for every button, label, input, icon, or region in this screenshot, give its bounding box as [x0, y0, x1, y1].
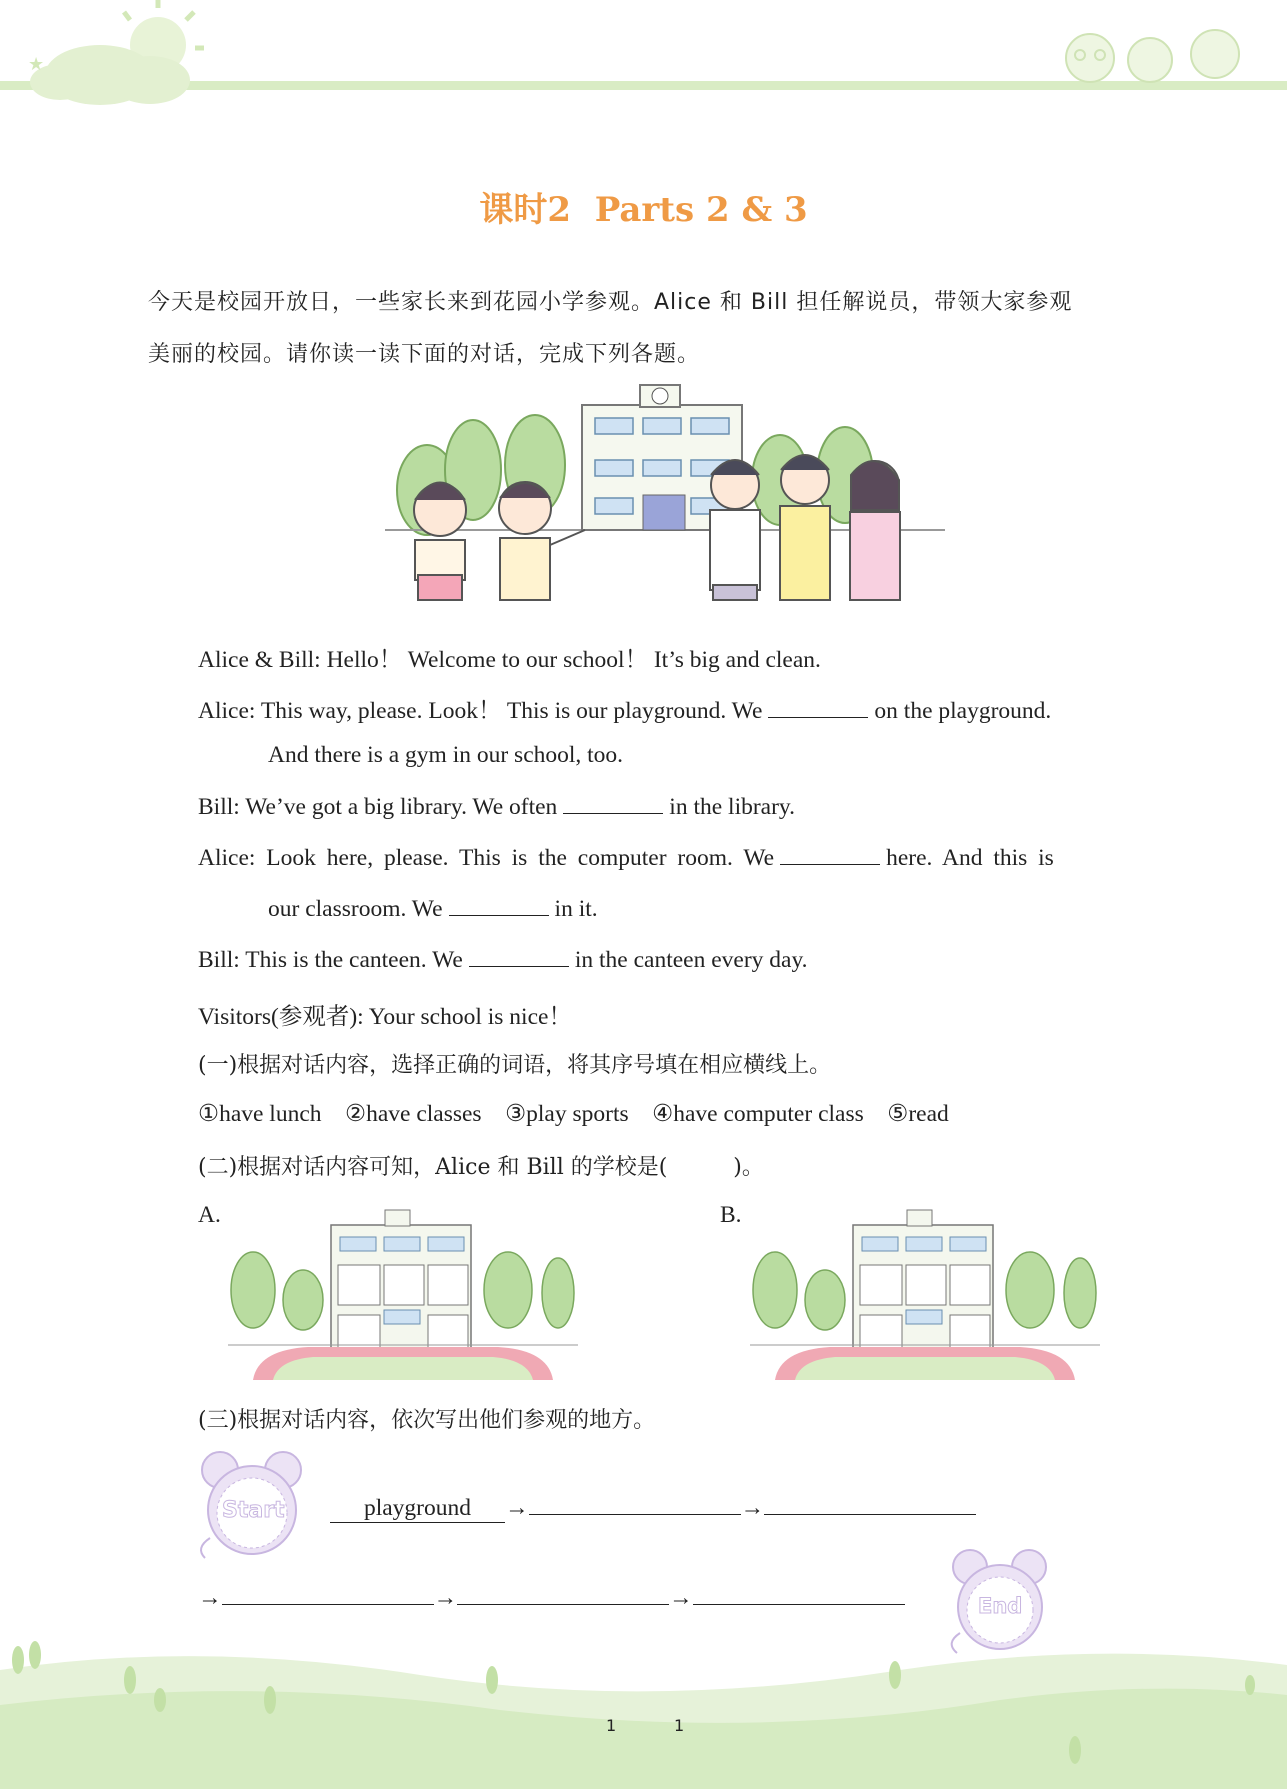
- option-5: ⑤read: [887, 1101, 949, 1127]
- school-option-b-image: [750, 1205, 1100, 1380]
- footer-hills-decoration: [0, 1630, 1287, 1789]
- svg-text:★: ★: [28, 54, 45, 75]
- dialogue-line-7: Bill: This is the canteen. We in the canteen every day.: [198, 947, 808, 973]
- dialogue-line-4: Bill: We’ve got a big library. We often in the library.: [198, 794, 796, 820]
- option-b-label[interactable]: B.: [720, 1202, 742, 1228]
- end-label: End: [978, 1594, 1023, 1618]
- answer-blank-4[interactable]: [449, 895, 549, 916]
- route-line-2: → → →: [198, 1582, 905, 1612]
- route-answer-playground: playground: [330, 1495, 505, 1523]
- dialogue-line-5: Alice: Look here, please. This is the computer room. We here. And this is: [198, 845, 1054, 871]
- animal-faces-icon: [1066, 30, 1239, 82]
- dialogue-line-1: Alice & Bill: Hello！ Welcome to our school！ It’s big and clean.: [198, 647, 821, 673]
- intro-line-1: 今天是校园开放日，一些家长来到花园小学参观。Alice 和 Bill 担任解说员，带领大家参观: [148, 290, 1073, 315]
- q2-prompt: (二)根据对话内容可知，Alice 和 Bill 的学校是( )。: [198, 1155, 764, 1180]
- page-title: 课时2 Parts 2 & 3: [479, 190, 808, 230]
- answer-blank-1[interactable]: [768, 697, 868, 718]
- route-blank-1[interactable]: [529, 1492, 741, 1515]
- route-blank-2[interactable]: [764, 1492, 976, 1515]
- option-2: ②have classes: [345, 1101, 482, 1127]
- intro-line-2: 美丽的校园。请你读一读下面的对话，完成下列各题。: [148, 342, 701, 367]
- dialogue-line-8: Visitors(参观者): Your school is nice！: [198, 1004, 572, 1030]
- dialogue-line-2: Alice: This way, please. Look！ This is our playground. We on the playground.: [198, 698, 1052, 724]
- school-visit-illustration: [385, 380, 945, 605]
- start-label: Start: [222, 1498, 285, 1523]
- school-option-a-image: [228, 1205, 578, 1380]
- route-blank-5[interactable]: [693, 1582, 905, 1605]
- dialogue-line-3: And there is a gym in our school, too.: [268, 742, 624, 768]
- route-blank-3[interactable]: [222, 1582, 434, 1605]
- answer-blank-3[interactable]: [780, 844, 880, 865]
- header-decoration: [0, 0, 1287, 120]
- sun-cloud-icon: [28, 0, 204, 105]
- page-number-right: 1: [674, 1716, 685, 1735]
- dialogue-line-6: our classroom. We in it.: [268, 896, 598, 922]
- answer-blank-5[interactable]: [469, 946, 569, 967]
- option-a-label[interactable]: A.: [198, 1202, 221, 1228]
- answer-blank-2[interactable]: [563, 793, 663, 814]
- q1-options: [198, 1099, 949, 1128]
- route-blank-4[interactable]: [457, 1582, 669, 1605]
- option-3: ③play sports: [505, 1101, 629, 1127]
- q3-prompt: (三)根据对话内容，依次写出他们参观的地方。: [198, 1408, 656, 1433]
- page-number-left: 1: [606, 1716, 617, 1735]
- option-1: ①have lunch: [198, 1101, 322, 1127]
- q1-prompt: (一)根据对话内容，选择正确的词语，将其序号填在相应横线上。: [198, 1053, 832, 1078]
- route-line-1: playground → →: [330, 1492, 976, 1523]
- option-4: ④have computer class: [652, 1101, 864, 1127]
